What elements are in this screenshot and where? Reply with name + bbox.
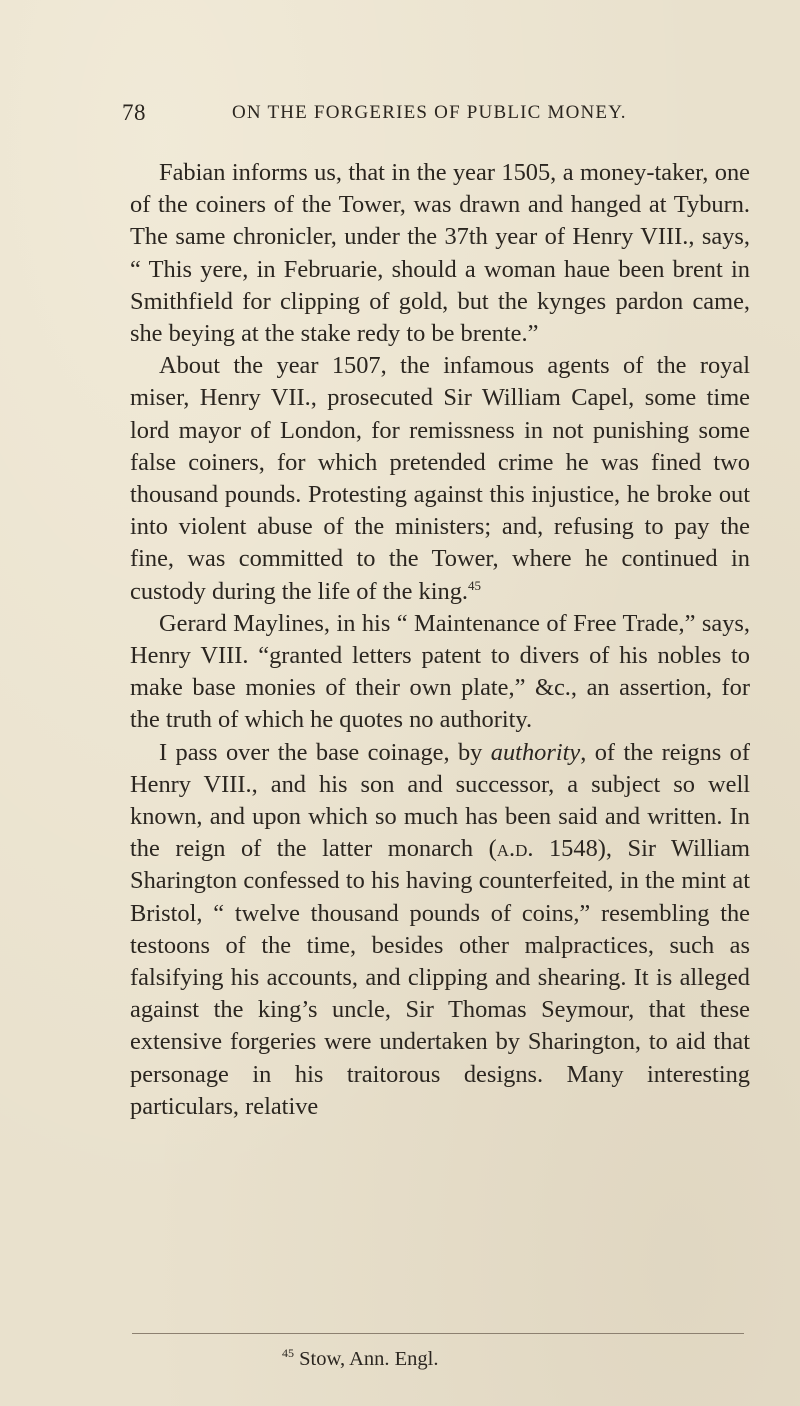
footnote-text: Stow, Ann. Engl. bbox=[299, 1348, 439, 1370]
paragraph-fabian bbox=[130, 157, 750, 350]
footnote-number: 45 bbox=[282, 1346, 294, 1360]
italic-term: authority bbox=[490, 738, 581, 766]
paragraph-text: I pass over the base coinage, by bbox=[159, 738, 491, 766]
era-abbreviation: a.d. bbox=[496, 835, 534, 863]
paragraph-sharington bbox=[130, 737, 750, 1123]
paragraph-maylines bbox=[130, 608, 750, 737]
body-text bbox=[130, 157, 750, 1123]
footnote-divider bbox=[132, 1333, 744, 1334]
footnote bbox=[282, 1348, 438, 1371]
page-header bbox=[122, 100, 762, 130]
paragraph-text: , of the reigns of Henry VIII., and his son and successor, a subject so well known, and upon which so much has been said and written. In the reign of the latter monarch ( bbox=[130, 738, 750, 863]
paragraph-text: About the year 1507, the infamous agents of the royal miser, Henry VII., prosecuted Sir William Capel, some time lord mayor of London, for remissness in not punishing some false coiners, for which pretended crime he was fined two thousand pounds. Protesting against this injustice, he broke out into violent abuse of the ministers; and, refusing to pay the fine, was committed to the Tower, where he continued in custody during the life of the king. bbox=[130, 352, 750, 605]
paragraph-text: 1548), Sir William Sharington confessed to his having counterfeited, in the mint at Bristol, “ twelve thousand pounds of coins,” resembling the testoons of the time, besides other malpractices, such as falsifying his accounts, and clipping and shearing. It is alleged against the king’s uncle, Sir Thomas Seymour, that these extensive forgeries were undertaken by Sharington, to aid that personage in his traitorous designs. Many interesting particulars, relative bbox=[130, 835, 751, 1120]
running-head: ON THE FORGERIES OF PUBLIC MONEY. bbox=[232, 102, 627, 123]
page-number: 78 bbox=[122, 100, 146, 125]
paragraph-capel bbox=[130, 350, 750, 608]
footnote-reference: 45 bbox=[468, 577, 482, 593]
paragraph-text: Gerard Maylines, in his “ Maintenance of Free Trade,” says, Henry VIII. “granted letters patent to divers of his nobles to make base monies of their own plate,” &c., an assertion, for the truth of which he quotes no authority. bbox=[130, 609, 750, 734]
paragraph-text: Fabian informs us, that in the year 1505, a money-taker, one of the coiners of the Tower, was drawn and hanged at Tyburn. The same chronicler, under the 37th year of Henry VIII., says, “ This yere, in Februarie, should a woman haue been brent in Smithfield for clipping of gold, but the kynges pardon came, she beying at the stake redy to be brente.” bbox=[130, 159, 750, 348]
